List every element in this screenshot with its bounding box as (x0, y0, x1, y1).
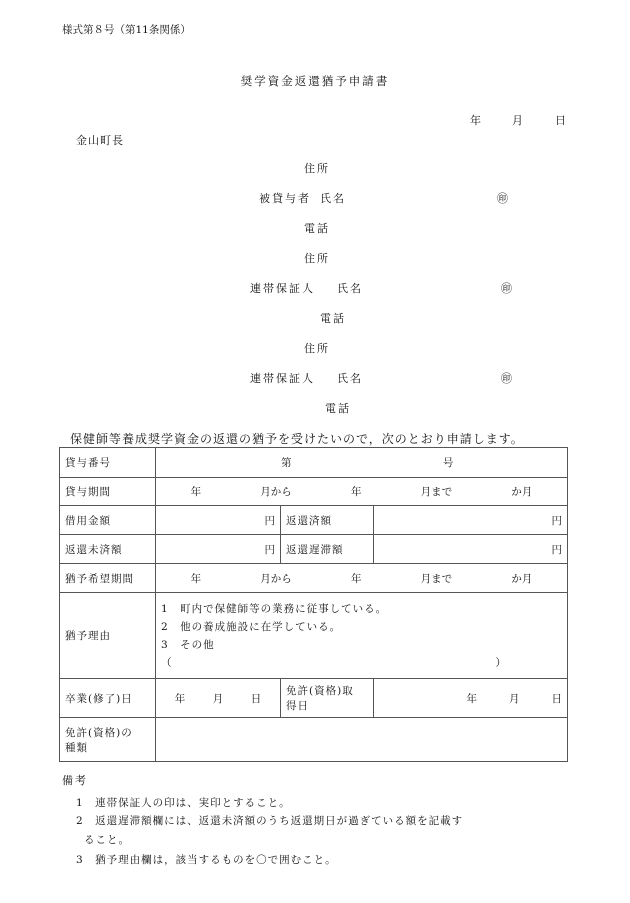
unrepaid-amount-label: 返還未済額 (60, 535, 156, 564)
date-year: 年 (470, 114, 481, 127)
repaid-amount-field[interactable] (374, 506, 568, 535)
loan-period-start-month: 月から (260, 486, 292, 498)
license-date-label-line1: 免許(資格)取 (286, 685, 354, 697)
guarantor2-name-label: 氏名 (337, 372, 363, 385)
guarantor2-address-label: 住所 (304, 342, 330, 355)
license-day: 日 (551, 692, 562, 705)
guarantor1-role-label: 連帯保証人 (250, 282, 315, 295)
guarantor2-role-label: 連帯保証人 (250, 372, 315, 385)
borrowed-amount-unit: 円 (264, 514, 275, 527)
borrower-role-label: 被貸与者 (259, 192, 311, 205)
guarantor1-address-label: 住所 (304, 252, 330, 265)
reason-option-2[interactable]: 2 他の養成施設に在学している。 (161, 620, 342, 633)
note-item-3: 3 猶予理由欄は，該当するものを〇で囲むこと。 (76, 854, 337, 866)
loan-number-field[interactable] (156, 448, 568, 478)
loan-period-end-year: 年 (350, 486, 362, 498)
row-loan-number (60, 448, 568, 478)
deferral-period-label: 猶予希望期間 (60, 564, 156, 593)
date-day: 日 (555, 114, 566, 127)
borrower-phone-label: 電話 (304, 222, 330, 235)
repaid-amount-label: 返還済額 (281, 506, 374, 535)
loan-period-field[interactable] (156, 478, 568, 506)
row-loan-period (60, 478, 568, 506)
license-date-label (281, 679, 374, 718)
reason-option-3[interactable]: 3 その他 (161, 638, 215, 651)
guarantor1-phone-label: 電話 (320, 312, 346, 325)
row-unrepaid-amount (60, 535, 568, 564)
graduation-date-field[interactable] (156, 679, 281, 718)
date-month: 月 (512, 114, 523, 127)
deferral-months: か月 (511, 572, 533, 585)
note-item-1: 1 連帯保証人の印は、実印とすること。 (76, 797, 291, 809)
borrower-seal-mark: ㊞ (497, 192, 508, 205)
deferral-reason-label: 猶予理由 (60, 593, 156, 679)
license-date-label-line2: 得日 (286, 700, 309, 712)
guarantor2-seal-mark: ㊞ (501, 372, 512, 385)
deferral-end-year: 年 (350, 572, 362, 585)
note-item-2: 2 返還遅滞額欄には、返還未済額のうち返還期日が過ぎている額を記載す (76, 815, 464, 827)
unrepaid-amount-field[interactable] (156, 535, 281, 564)
borrowed-amount-label: 借用金額 (60, 506, 156, 535)
deferral-period-field[interactable] (156, 564, 568, 593)
row-deferral-period (60, 564, 568, 593)
license-type-field[interactable] (156, 718, 568, 762)
reason-close-paren: ） (495, 656, 507, 669)
loan-number-label: 貸与番号 (60, 448, 156, 478)
guarantor2-phone-label: 電話 (325, 402, 351, 415)
loan-period-start-year: 年 (190, 486, 202, 498)
intro-statement: 保健師等養成奨学資金の返還の猶予を受けたいので，次のとおり申請します。 (70, 432, 524, 446)
form-number-label: 様式第８号（第11条関係） (62, 24, 191, 36)
loan-period-months: か月 (511, 486, 533, 498)
document-title: 奨学資金返還猶予申請書 (240, 74, 390, 88)
loan-period-label: 貸与期間 (60, 478, 156, 506)
license-year: 年 (466, 692, 477, 705)
graduation-month: 月 (212, 692, 224, 705)
deferral-start-month: 月から (260, 572, 292, 585)
reason-other-detail[interactable] (161, 654, 562, 672)
row-graduation-date (60, 679, 568, 718)
loan-number-suffix: 号 (442, 457, 454, 469)
loan-number-prefix: 第 (281, 457, 292, 469)
unrepaid-amount-unit: 円 (264, 543, 275, 556)
application-table (59, 447, 568, 762)
license-date-field[interactable] (374, 679, 568, 718)
graduation-day: 日 (250, 692, 262, 705)
overdue-amount-label: 返還遅滞額 (281, 535, 374, 564)
row-borrowed-amount (60, 506, 568, 535)
repaid-amount-unit: 円 (551, 514, 562, 527)
graduation-date-label: 卒業(修了)日 (60, 679, 156, 718)
borrowed-amount-field[interactable] (156, 506, 281, 535)
deferral-start-year: 年 (190, 572, 202, 585)
row-deferral-reason (60, 593, 568, 679)
reason-open-paren: （ (161, 656, 173, 669)
deferral-end-month: 月まで (420, 572, 453, 585)
graduation-year: 年 (174, 692, 186, 705)
guarantor1-seal-mark: ㊞ (501, 282, 512, 295)
loan-period-end-month: 月まで (420, 486, 453, 498)
addressee: 金山町長 (76, 134, 124, 147)
license-type-label-line1: 免許(資格)の (65, 726, 133, 739)
deferral-reason-field[interactable] (156, 593, 568, 679)
license-month: 月 (509, 692, 520, 705)
overdue-amount-field[interactable] (374, 535, 568, 564)
guarantor1-name-label: 氏名 (337, 282, 363, 295)
notes-title: 備考 (62, 774, 88, 787)
note-item-2-continued: ること。 (84, 834, 130, 846)
row-license-type (60, 718, 568, 762)
reason-option-1[interactable]: 1 町内で保健師等の業務に従事している。 (161, 602, 388, 615)
borrower-address-label: 住所 (304, 162, 330, 175)
license-type-label-line2: 種類 (65, 741, 88, 754)
overdue-amount-unit: 円 (551, 543, 562, 556)
borrower-name-label: 氏名 (320, 192, 346, 205)
license-type-label (60, 718, 156, 762)
